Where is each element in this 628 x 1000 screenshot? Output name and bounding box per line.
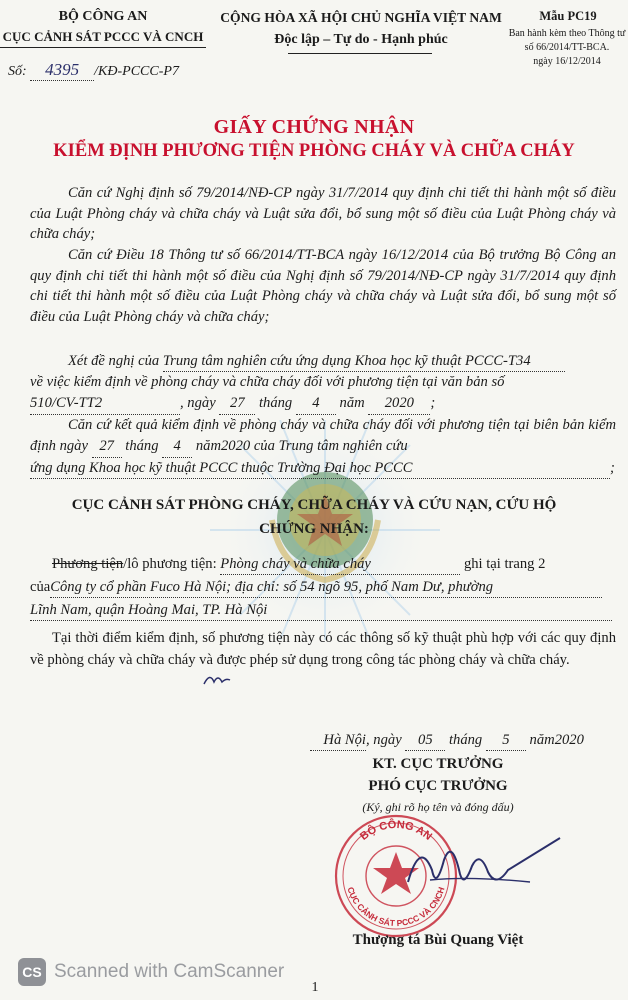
owner-line bbox=[30, 577, 602, 598]
signing-year: 2020 bbox=[554, 732, 584, 748]
owner-line-2 bbox=[30, 600, 612, 621]
document-number bbox=[8, 60, 179, 81]
inspection-org-1: Trung tâm nghiên cứu bbox=[278, 438, 408, 454]
proposal-month-label: tháng bbox=[258, 395, 293, 411]
department-name: CỤC CẢNH SÁT PCCC VÀ CNCH bbox=[0, 28, 206, 48]
item-page: ghi tại trang 2 bbox=[463, 556, 546, 572]
signing-day: 05 bbox=[405, 730, 445, 751]
item-label: /lô phương tiện: bbox=[123, 556, 217, 572]
item-value: Phòng cháy và chữa cháy bbox=[220, 554, 460, 575]
scanner-text: Scanned with CamScanner bbox=[54, 961, 285, 982]
proposal-month: 4 bbox=[296, 393, 336, 415]
signature-mark bbox=[400, 830, 580, 900]
camscanner-icon: CS bbox=[18, 958, 46, 986]
signing-month-label: tháng bbox=[448, 732, 483, 748]
inspection-of: của bbox=[253, 438, 275, 454]
owner-label: của bbox=[30, 579, 51, 595]
scanner-watermark bbox=[18, 957, 284, 987]
seal-bottom-text: CỤC CẢNH SÁT PCCC VÀ CNCH bbox=[345, 885, 447, 929]
signing-place: Hà Nội bbox=[310, 730, 366, 751]
certificate-title: GIẤY CHỨNG NHẬN bbox=[213, 116, 415, 138]
owner-value-2: Lĩnh Nam, quận Hoàng Mai, TP. Hà Nội bbox=[30, 600, 612, 621]
ministry-name: BỘ CÔNG AN bbox=[58, 9, 148, 24]
inspection-org-2: ứng dụng Khoa học kỹ thuật PCCC thuộc Trường Đại học PCCC bbox=[30, 458, 610, 479]
form-code: Mẫu PC19 bbox=[539, 9, 597, 23]
proposal-prefix: Xét đề nghị của bbox=[68, 353, 160, 369]
preamble-proposal bbox=[68, 351, 565, 372]
form-note-line: ngày 16/12/2014 bbox=[533, 56, 601, 67]
certificate-subtitle: KIỂM ĐỊNH PHƯƠNG TIỆN PHÒNG CHÁY VÀ CHỮA CHÁY bbox=[53, 141, 575, 161]
signature-note: (Ký, ghi rõ họ tên và đóng dấu) bbox=[362, 800, 514, 814]
inspection-day: 27 bbox=[92, 436, 122, 458]
item-line bbox=[52, 554, 545, 575]
country-name: CỘNG HÒA XÃ HỘI CHỦ NGHĨA VIỆT NAM bbox=[220, 10, 502, 25]
seal-top-text: BỘ CÔNG AN bbox=[357, 818, 435, 843]
number-suffix: /KĐ-PCCC-P7 bbox=[94, 64, 179, 79]
preamble-inspection bbox=[30, 415, 616, 458]
inspection-year-label: năm bbox=[195, 438, 221, 454]
proposal-year: 2020 bbox=[368, 393, 430, 415]
number-value: 4395 bbox=[30, 60, 94, 81]
preamble-circular: Căn cứ Điều 18 Thông tư số 66/2014/TT-BCA ngày 16/12/2014 của Bộ trưởng Bộ Công an quy định chi tiết thi hành một số điều của Nghị định số 79/2014/NĐ-CP ngày 31/7/2014 quy định chi tiết thi hành một số điều của Luật Phòng cháy và chữa cháy và Luật sửa đổi, bổ sung một số điều của Luật Phòng cháy và chữa cháy; bbox=[30, 247, 616, 325]
item-struck: Phương tiện bbox=[52, 556, 124, 572]
proposal-org: Trung tâm nghiên cứu ứng dụng Khoa học kỹ thuật PCCC-T34 bbox=[163, 351, 565, 372]
proposal-text: về việc kiểm định về phòng cháy và chữa cháy đối với phương tiện tại văn bản số bbox=[30, 374, 505, 390]
signer-role-1: KT. CỤC TRƯỞNG bbox=[372, 756, 504, 772]
proposal-day: 27 bbox=[219, 393, 255, 415]
inspection-month-label: tháng bbox=[125, 438, 159, 454]
owner-value: Công ty cổ phần Fuco Hà Nội; địa chỉ: số 54 ngõ 95, phố Nam Dư, phường bbox=[50, 577, 602, 598]
form-note-line: Ban hành kèm theo Thông tư bbox=[508, 28, 626, 39]
proposal-day-label: ngày bbox=[187, 395, 216, 411]
agency-heading: CỤC CẢNH SÁT PHÒNG CHÁY, CHỮA CHÁY VÀ CỨU NẠN, CỨU HỘ bbox=[71, 497, 557, 513]
inspection-year: 2020 bbox=[220, 438, 251, 454]
national-motto: Độc lập – Tự do - Hạnh phúc bbox=[274, 32, 448, 47]
certifies-heading: CHỨNG NHẬN: bbox=[259, 521, 369, 537]
preamble-decree: Căn cứ Nghị định số 79/2014/NĐ-CP ngày 31/7/2014 quy định chi tiết thi hành một số điều của Luật Phòng cháy và chữa cháy và Luật sửa đổi, bổ sung một số điều của Luật Phòng cháy và chữa cháy; bbox=[30, 185, 616, 242]
inspection-prefix: Căn cứ kết quả kiểm định về phòng cháy và chữa cháy đối với phương tiện tại biên bản kiểm định ngày bbox=[30, 417, 616, 454]
inspection-org-line: ứng dụng Khoa học kỹ thuật PCCC thuộc Trường Đại học PCCC ; bbox=[30, 458, 615, 479]
page-number: 1 bbox=[311, 980, 319, 995]
motto-underline bbox=[288, 53, 432, 54]
signing-date bbox=[310, 730, 584, 751]
number-label: Số: bbox=[8, 64, 27, 79]
inspection-month: 4 bbox=[162, 436, 192, 458]
signer-role-2: PHÓ CỤC TRƯỞNG bbox=[368, 778, 508, 794]
conclusion-text: Tại thời điểm kiểm định, số phương tiện này có các thông số kỹ thuật phù hợp với các quy định về phòng cháy và chữa cháy và được phép sử dụng trong công tác phòng cháy và chữa cháy. bbox=[30, 630, 616, 668]
signing-year-label: năm bbox=[529, 732, 555, 748]
proposal-docno: 510/CV-TT2 bbox=[30, 393, 180, 415]
initial-mark-icon bbox=[202, 670, 232, 690]
proposal-year-label: năm bbox=[339, 395, 365, 411]
form-note bbox=[508, 27, 626, 69]
signing-month: 5 bbox=[486, 730, 526, 751]
proposal-detail: về việc kiểm định về phòng cháy và chữa cháy đối với phương tiện tại văn bản số 510/CV-TT2 , ngày 27 tháng 4 năm 2020 ; bbox=[30, 372, 616, 415]
signer-name: Thượng tá Bùi Quang Việt bbox=[352, 932, 524, 948]
signing-day-label: , ngày bbox=[366, 732, 402, 748]
form-note-line: số 66/2014/TT-BCA. bbox=[524, 42, 610, 53]
